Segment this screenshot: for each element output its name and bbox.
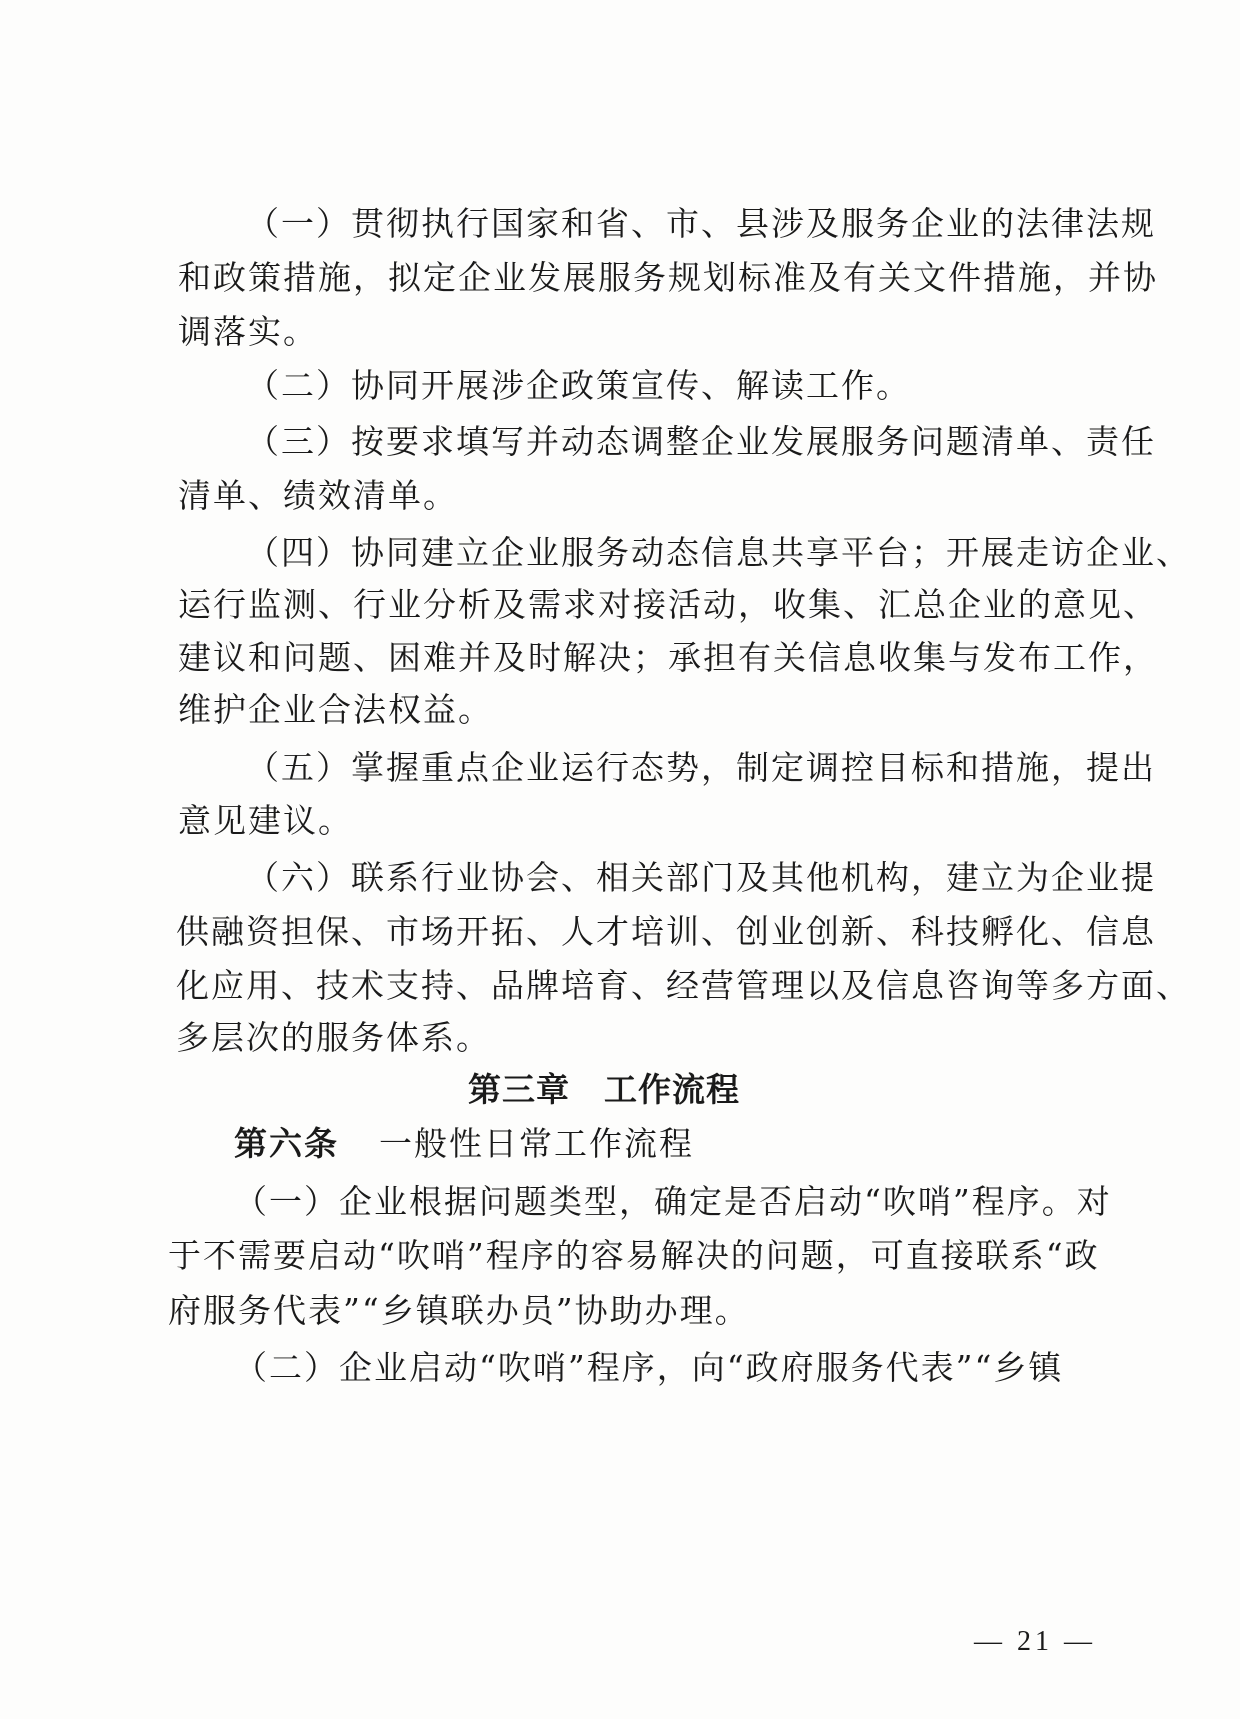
flow-paragraph-1-line-3: 府服务代表”“乡镇联办员”协助办理。 — [168, 1291, 750, 1330]
chapter-heading: 第三章 工作流程 — [468, 1070, 740, 1109]
article-label: 第六条 — [234, 1124, 339, 1163]
paragraph-1-line-2: 和政策措施，拟定企业发展服务规划标准及有关文件措施，并协 — [178, 258, 1158, 297]
article-title: 一般性日常工作流程 — [379, 1124, 694, 1163]
paragraph-3-line-2: 清单、绩效清单。 — [178, 476, 458, 515]
paragraph-4-line-1: （四）协同建立企业服务动态信息共享平台；开展走访企业、 — [246, 533, 1191, 572]
paragraph-6-line-3: 化应用、技术支持、品牌培育、经营管理以及信息咨询等多方面、 — [176, 966, 1191, 1005]
paragraph-2-line-1: （二）协同开展涉企政策宣传、解读工作。 — [246, 366, 911, 405]
paragraph-6-line-4: 多层次的服务体系。 — [176, 1018, 491, 1057]
flow-paragraph-2-line-1: （二）企业启动“吹哨”程序，向“政府服务代表”“乡镇 — [234, 1348, 1064, 1387]
paragraph-4-line-4: 维护企业合法权益。 — [178, 690, 493, 729]
paragraph-3-line-1: （三）按要求填写并动态调整企业发展服务问题清单、责任 — [246, 422, 1156, 461]
paragraph-1-line-1: （一）贯彻执行国家和省、市、县涉及服务企业的法律法规 — [246, 204, 1156, 243]
paragraph-6-line-1: （六）联系行业协会、相关部门及其他机构，建立为企业提 — [246, 858, 1156, 897]
paragraph-5-line-2: 意见建议。 — [178, 801, 353, 840]
paragraph-5-line-1: （五）掌握重点企业运行态势，制定调控目标和措施，提出 — [246, 748, 1156, 787]
flow-paragraph-1-line-1: （一）企业根据问题类型，确定是否启动“吹哨”程序。对 — [234, 1182, 1112, 1221]
article-heading — [234, 1124, 694, 1164]
paragraph-4-line-3: 建议和问题、困难并及时解决；承担有关信息收集与发布工作， — [178, 638, 1158, 677]
page-number: — 21 — — [974, 1626, 1096, 1657]
flow-paragraph-1-line-2: 于不需要启动“吹哨”程序的容易解决的问题，可直接联系“政 — [168, 1236, 1100, 1275]
paragraph-4-line-2: 运行监测、行业分析及需求对接活动，收集、汇总企业的意见、 — [178, 585, 1158, 624]
paragraph-6-line-2: 供融资担保、市场开拓、人才培训、创业创新、科技孵化、信息 — [176, 912, 1156, 951]
paragraph-1-line-3: 调落实。 — [178, 312, 318, 351]
